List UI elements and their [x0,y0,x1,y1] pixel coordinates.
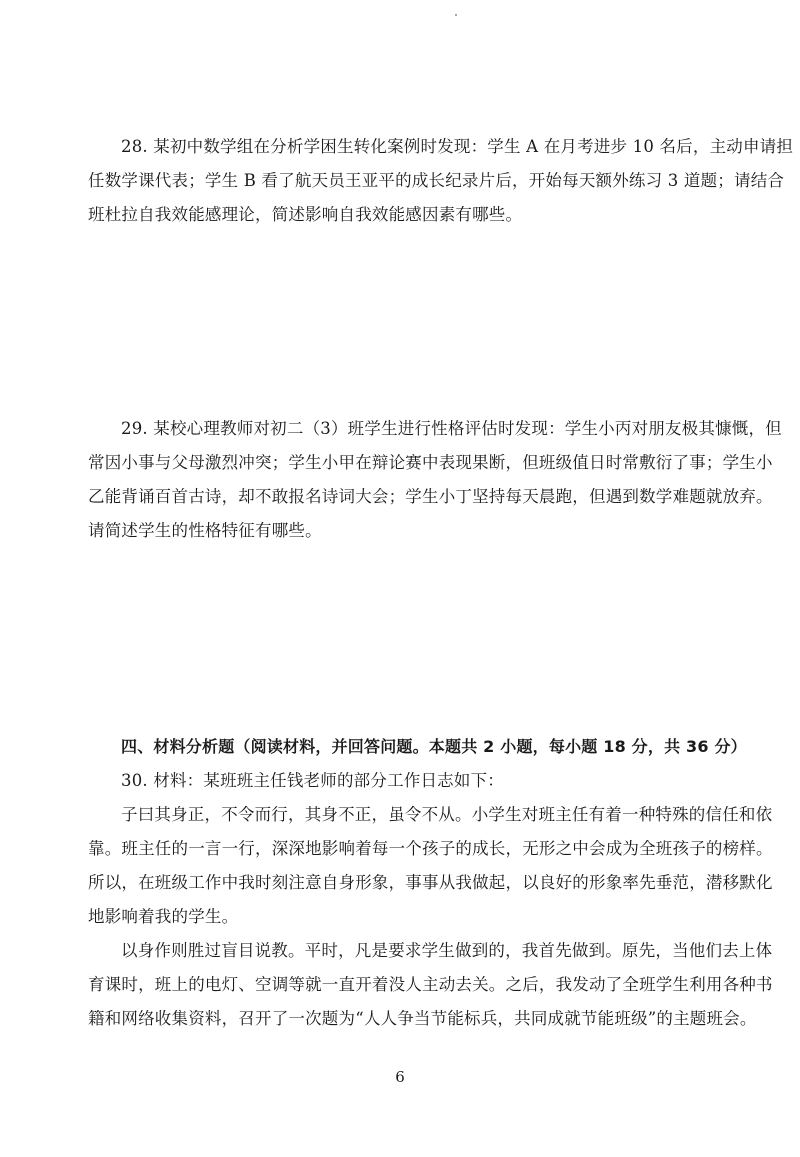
question-30-line-2: 子曰其身正，不令而行，其身不正，虽令不从。小学生对班主任有着一种特殊的信任和依 [121,805,773,824]
question-28-line-1: 28. 某初中数学组在分析学困生转化案例时发现：学生 A 在月考进步 10 名后，主动申请担 [121,137,794,156]
question-30-line-3: 靠。班主任的一言一行，深深地影响着每一个孩子的成长，无形之中会成为全班孩子的榜样。 [88,839,773,858]
question-29-line-4: 请简述学生的性格特征有哪些。 [88,521,322,540]
question-28-line-3: 班杜拉自我效能感理论，简述影响自我效能感因素有哪些。 [88,205,523,224]
question-29 [88,412,782,548]
question-29-line-1: 29. 某校心理教师对初二（3）班学生进行性格评估时发现：学生小丙对朋友极其慷慨，但 [121,419,782,438]
question-29-line-2: 常因小事与父母激烈冲突；学生小甲在辩论赛中表现果断，但班级值日时常敷衍了事；学生小 [88,453,773,472]
question-29-line-3: 乙能背诵百首古诗，却不敢报名诗词大会；学生小丁坚持每天晨跑，但遇到数学难题就放弃。 [88,487,773,506]
question-30-line-4: 所以，在班级工作中我时刻注意自身形象，事事从我做起，以良好的形象率先垂范，潜移默化 [88,873,773,892]
section-4-heading: 四、材料分析题（阅读材料，并回答问题。本题共 2 小题，每小题 18 分，共 36 分） [121,737,747,756]
page-number: 6 [395,1068,405,1086]
question-30-line-7: 育课时，班上的电灯、空调等就一直开着没人主动去关。之后，我发动了全班学生利用各种书 [88,975,773,994]
section-4-heading-block [88,730,747,764]
question-28 [88,130,794,232]
question-30 [88,764,773,1036]
scan-speck [455,14,457,16]
question-28-line-2: 任数学课代表；学生 B 看了航天员王亚平的成长纪录片后，开始每天额外练习 3 道题；请结合 [88,171,785,190]
question-30-line-5: 地影响着我的学生。 [88,907,239,926]
question-30-line-1: 30. 材料：某班班主任钱老师的部分工作日志如下： [121,771,504,790]
question-30-line-8: 籍和网络收集资料，召开了一次题为“人人争当节能标兵，共同成就节能班级”的主题班会。 [88,1009,757,1028]
question-30-line-6: 以身作则胜过盲目说教。平时，凡是要求学生做到的，我首先做到。原先，当他们去上体 [121,941,773,960]
